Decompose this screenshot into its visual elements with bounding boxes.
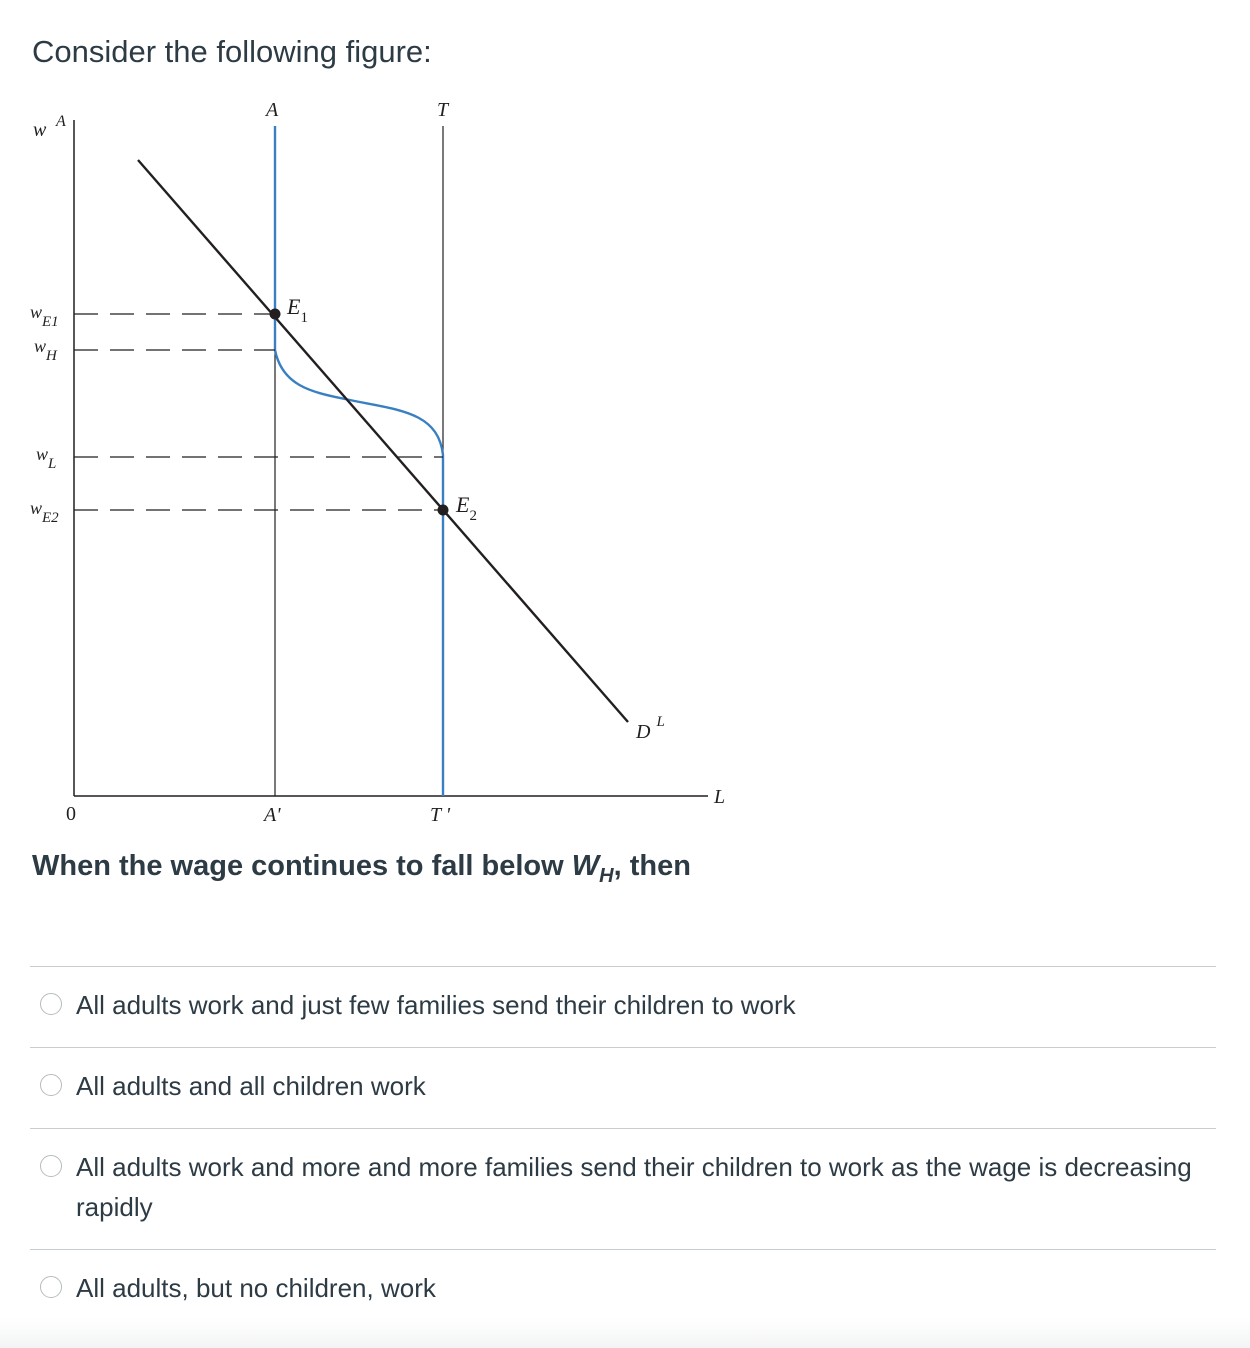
intro-text: Consider the following figure:	[32, 34, 432, 69]
labor-demand-curve	[138, 160, 628, 722]
answer-label: All adults work and just few families send their children to work	[76, 990, 796, 1020]
answer-label: All adults, but no children, work	[76, 1273, 436, 1303]
T-top-label: T	[437, 99, 449, 121]
labor-supply-curve	[275, 126, 443, 796]
E2-label: $E_2$	[456, 492, 477, 524]
demand-label: D $^L$	[636, 714, 665, 743]
wL-label: $w_L$	[36, 444, 57, 472]
T-prime-label: T '	[430, 804, 451, 826]
radio-button[interactable]	[40, 1074, 62, 1096]
E2-point	[438, 505, 449, 516]
answer-option-2[interactable]	[30, 1048, 1216, 1129]
wE2-label: $w_{E2}$	[30, 498, 59, 526]
A-prime-label: A'	[264, 804, 281, 826]
footer-bar	[0, 1318, 1250, 1348]
radio-button[interactable]	[40, 1155, 62, 1177]
wE1-label: $w_{E1}$	[30, 302, 59, 330]
answer-list	[30, 966, 1216, 1330]
question-text: When the wage continues to fall below $W_H$, then	[32, 850, 691, 887]
answer-option-3[interactable]	[30, 1129, 1216, 1250]
y-axis-label: w	[33, 119, 47, 141]
y-axis-arrow-label: A	[56, 113, 66, 130]
E1-point	[270, 309, 281, 320]
E1-label: $E_1$	[287, 294, 308, 326]
x-axis-label: L	[714, 786, 726, 808]
origin-label: 0	[66, 803, 76, 825]
radio-button[interactable]	[40, 993, 62, 1015]
answer-option-1[interactable]	[30, 967, 1216, 1048]
A-top-label: A	[266, 99, 279, 121]
answer-label: All adults work and more and more families send their children to work as the wage is decreasing rapidly	[76, 1152, 1192, 1222]
radio-button[interactable]	[40, 1276, 62, 1298]
wH-label: $w_H$	[34, 336, 57, 364]
answer-label: All adults and all children work	[76, 1071, 426, 1101]
